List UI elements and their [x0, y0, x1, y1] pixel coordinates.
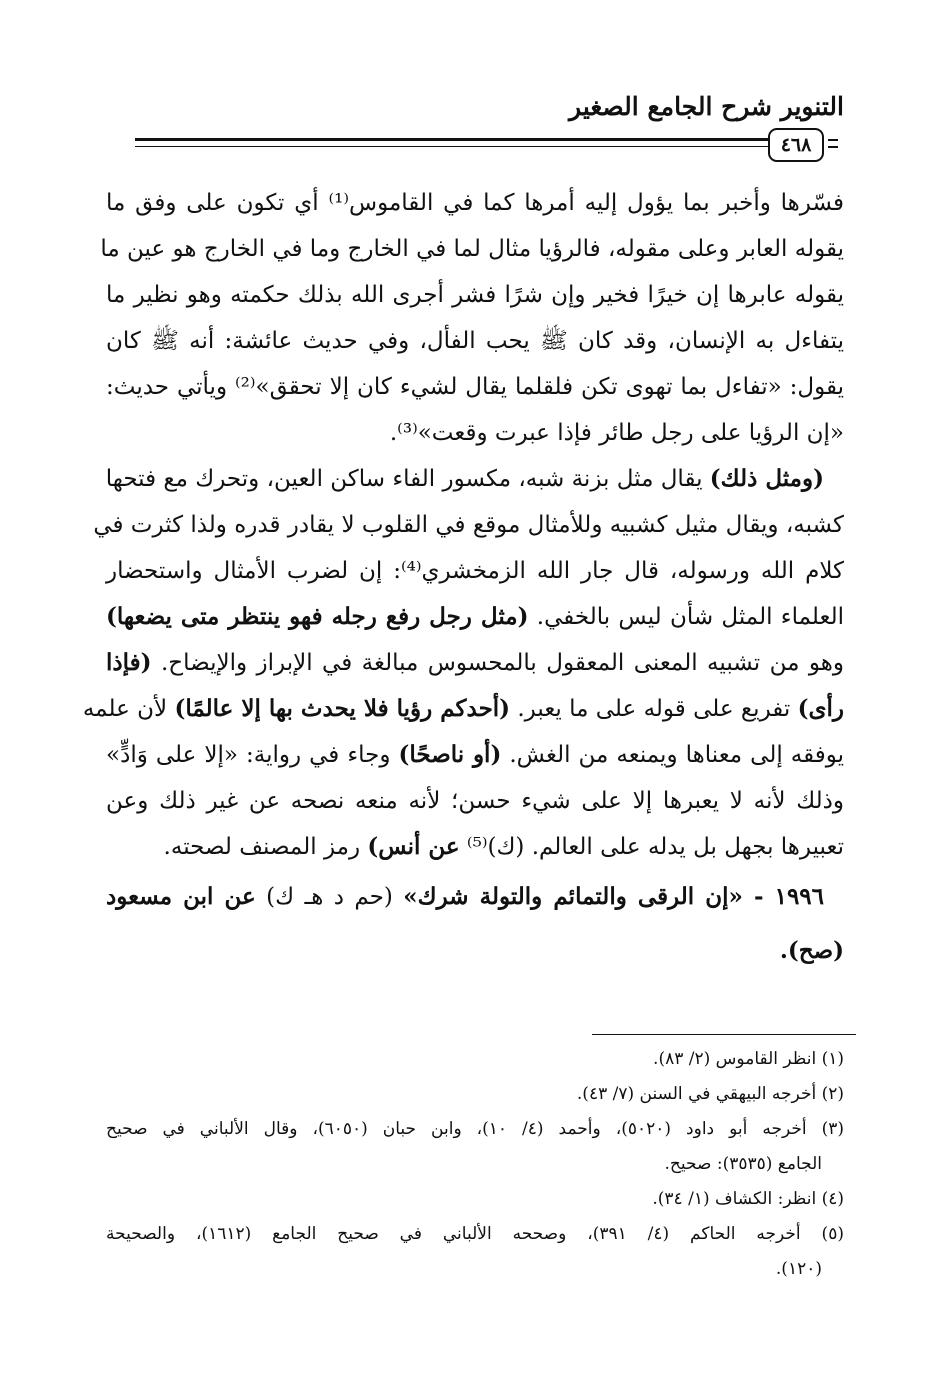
- bold-term: (فإذا: [106, 649, 152, 676]
- bold-term: (مثل رجل رفع رجله فهو ينتظر متى يضعها): [106, 603, 529, 630]
- text-line: [82, 686, 844, 732]
- bold-term: (ومثل ذلك): [709, 465, 824, 492]
- text-span: وهو من تشبيه المعنى المعقول بالمحسوس مبالغة في الإبراز والإيضاح.: [151, 650, 844, 676]
- text-span: رمز المصنف لصحته.: [163, 834, 368, 860]
- text-span: لأن علمه: [82, 696, 175, 722]
- hadith-line: [106, 870, 844, 924]
- text-line: كشبه، ويقال مثيل كشبيه وللأمثال موقع في القلوب لا يقادر قدره ولذا كثرت في: [93, 512, 844, 538]
- hadith-text: ١٩٩٦ - «إن الرقى والتمائم والتولة شرك»: [403, 883, 825, 910]
- header-rule-thin: [135, 146, 768, 147]
- text-line: يقول: «تفاءل بما تهوى تكن فلقلما يقال لشيء كان إلا تحقق»⁽²⁾ ويأتي حديث:: [106, 374, 845, 400]
- footnotes: [106, 1042, 844, 1287]
- page-number-label: ٤٦٨: [780, 134, 812, 156]
- footnote: (٣) أخرجه أبو داود (٥٠٢٠)، وأحمد (٤/ ١٠)، وابن حبان (٦٠٥٠)، وقال الألباني في صحيح: [106, 1119, 844, 1139]
- main-text: [82, 180, 845, 978]
- page-number-ornament: [826, 130, 838, 160]
- hadith-line: [106, 924, 844, 978]
- text-line: يتفاءل به الإنسان، وقد كان ﷺ يحب الفأل، وفي حديث عائشة: أنه ﷺ كان: [106, 328, 844, 354]
- header-rule-thick: [135, 138, 768, 141]
- text-span: تفريع على قوله على ما يعبر.: [510, 696, 798, 722]
- bold-term: (أحدكم رؤيا فلا يحدث بها إلا عالمًا): [174, 695, 511, 722]
- running-title: التنوير شرح الجامع الصغير: [569, 92, 844, 121]
- footnote-continuation: (١٢٠).: [775, 1259, 822, 1279]
- text-line: «إن الرؤيا على رجل طائر فإذا عبرت وقعت»⁽³⁾.: [389, 420, 844, 446]
- bold-term: عن أنس): [367, 833, 460, 860]
- page-number: [768, 128, 824, 162]
- text-line: [106, 640, 844, 686]
- text-line: [106, 732, 844, 778]
- hadith-grade: (صح).: [779, 937, 844, 964]
- footnote: (٢) أخرجه البيهقي في السنن (٧/ ٤٣).: [576, 1084, 844, 1104]
- text-span: تعبيرها بجهل بل يدله على العالم. (ك)⁽⁵⁾: [459, 834, 844, 860]
- text-span: وجاء في رواية: «إلا على وَادٍّ»: [106, 742, 399, 768]
- text-line: [106, 456, 844, 502]
- bold-term: رأى): [797, 695, 844, 722]
- bold-term: (أو ناصحًا): [398, 741, 502, 768]
- footnote: (٤) انظر: الكشاف (١/ ٣٤).: [652, 1189, 844, 1209]
- text-line: وذلك لأنه لا يعبرها إلا على شيء حسن؛ لأنه منعه نصحه عن غير ذلك وعن: [106, 788, 844, 814]
- text-line: يقوله عابرها إن خيرًا فخير وإن شرًا فشر أجرى الله بذلك حكمته وهو نظير ما: [106, 282, 844, 308]
- text-line: [106, 824, 844, 870]
- footnote: (١) انظر القاموس (٢/ ٨٣).: [653, 1049, 844, 1069]
- text-span: يقال مثل بزنة شبه، مكسور الفاء ساكن العين، وتحرك مع فتحها: [105, 466, 710, 492]
- text-line: يقوله العابر وعلى مقوله، فالرؤيا مثال لما في الخارج وما في الخارج هو عين ما: [100, 236, 844, 262]
- text-span: يوفقه إلى معناها ويمنعه من الغش.: [501, 742, 844, 768]
- text-line: [106, 594, 844, 640]
- text-span: العلماء المثل شأن ليس بالخفي.: [528, 604, 844, 630]
- footnote: (٥) أخرجه الحاكم (٤/ ٣٩١)، وصححه الألباني في صحيح الجامع (١٦١٢)، والصحيحة: [106, 1224, 844, 1244]
- text-line: كلام الله ورسوله، قال جار الله الزمخشري⁽⁴⁾: إن لضرب الأمثال واستحضار: [106, 558, 844, 584]
- footnote-continuation: الجامع (٣٥٣٥): صحيح.: [664, 1154, 822, 1174]
- hadith-source: (حم د هـ ك): [255, 884, 404, 910]
- footnote-separator: [592, 1034, 856, 1035]
- hadith-narrator: عن ابن مسعود: [106, 883, 256, 910]
- text-line: فسّرها وأخبر بما يؤول إليه أمرها كما في القاموس⁽¹⁾ أي تكون على وفق ما: [106, 190, 845, 216]
